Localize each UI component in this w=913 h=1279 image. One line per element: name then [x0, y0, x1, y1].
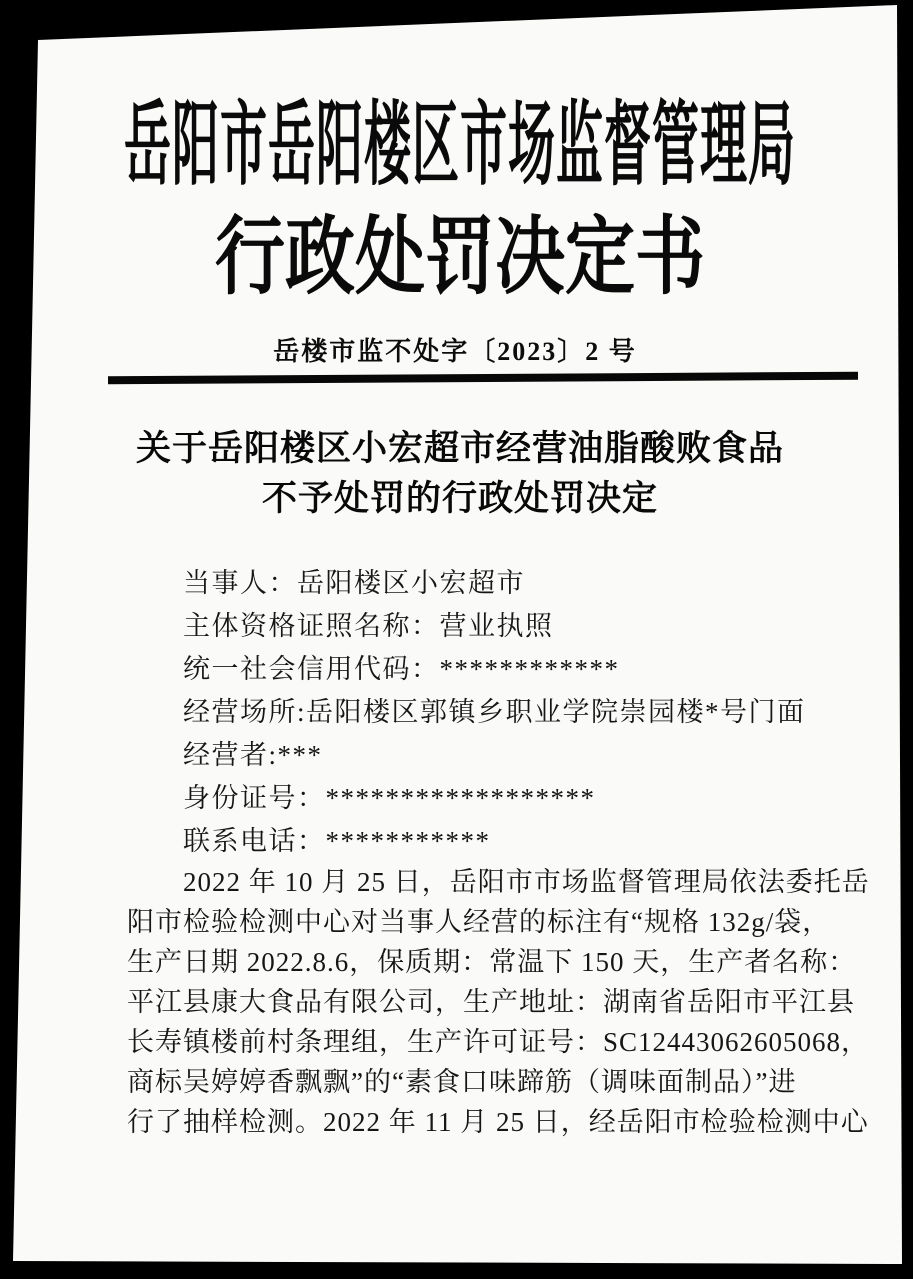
- party-line: 主体资格证照名称：营业执照: [183, 611, 554, 641]
- subject-line-2: 不予处罚的行政处罚决定: [261, 479, 658, 518]
- body-line: 2022 年 10 月 25 日，岳阳市市场监督管理局依法委托岳: [183, 867, 870, 897]
- body-line: 阳市检验检测中心对当事人经营的标注有“规格 132g/袋，: [127, 907, 831, 937]
- agency-title: 岳阳市岳阳楼区市场监督管理局: [124, 92, 796, 196]
- body-paragraph: [127, 862, 870, 1142]
- body-line: 生产日期 2022.8.6，保质期：常温下 150 天，生产者名称：: [127, 947, 857, 977]
- subject-heading: [20, 424, 900, 524]
- document-number: 岳楼市监不处字〔2023〕2 号: [273, 337, 637, 366]
- party-line: 联系电话：***********: [183, 826, 491, 856]
- party-line: 统一社会信用代码：************: [183, 654, 620, 684]
- body-line: 长寿镇楼前村条理组，生产许可证号：SC12443062605068，: [127, 1027, 870, 1057]
- party-line: 经营者:***: [183, 740, 323, 770]
- party-line: 身份证号：******************: [183, 783, 596, 813]
- document-type-title: 行政处罚决定书: [215, 209, 705, 305]
- header-divider-rule: [108, 372, 858, 385]
- body-line: 商标吴婷婷香飘飘”的“素食口味蹄筋（调味面制品）”进: [127, 1067, 797, 1097]
- party-line: 经营场所:岳阳楼区郭镇乡职业学院崇园楼*号门面: [183, 697, 806, 727]
- subject-line-1: 关于岳阳楼区小宏超市经营油脂酸败食品: [135, 429, 784, 468]
- party-info-block: [127, 562, 827, 863]
- body-line: 行了抽样检测。2022 年 11 月 25 日，经岳阳市检验检测中心: [127, 1107, 869, 1137]
- body-line: 平江县康大食品有限公司，生产地址：湖南省岳阳市平江县: [127, 987, 855, 1017]
- party-line: 当事人：岳阳楼区小宏超市: [183, 568, 525, 598]
